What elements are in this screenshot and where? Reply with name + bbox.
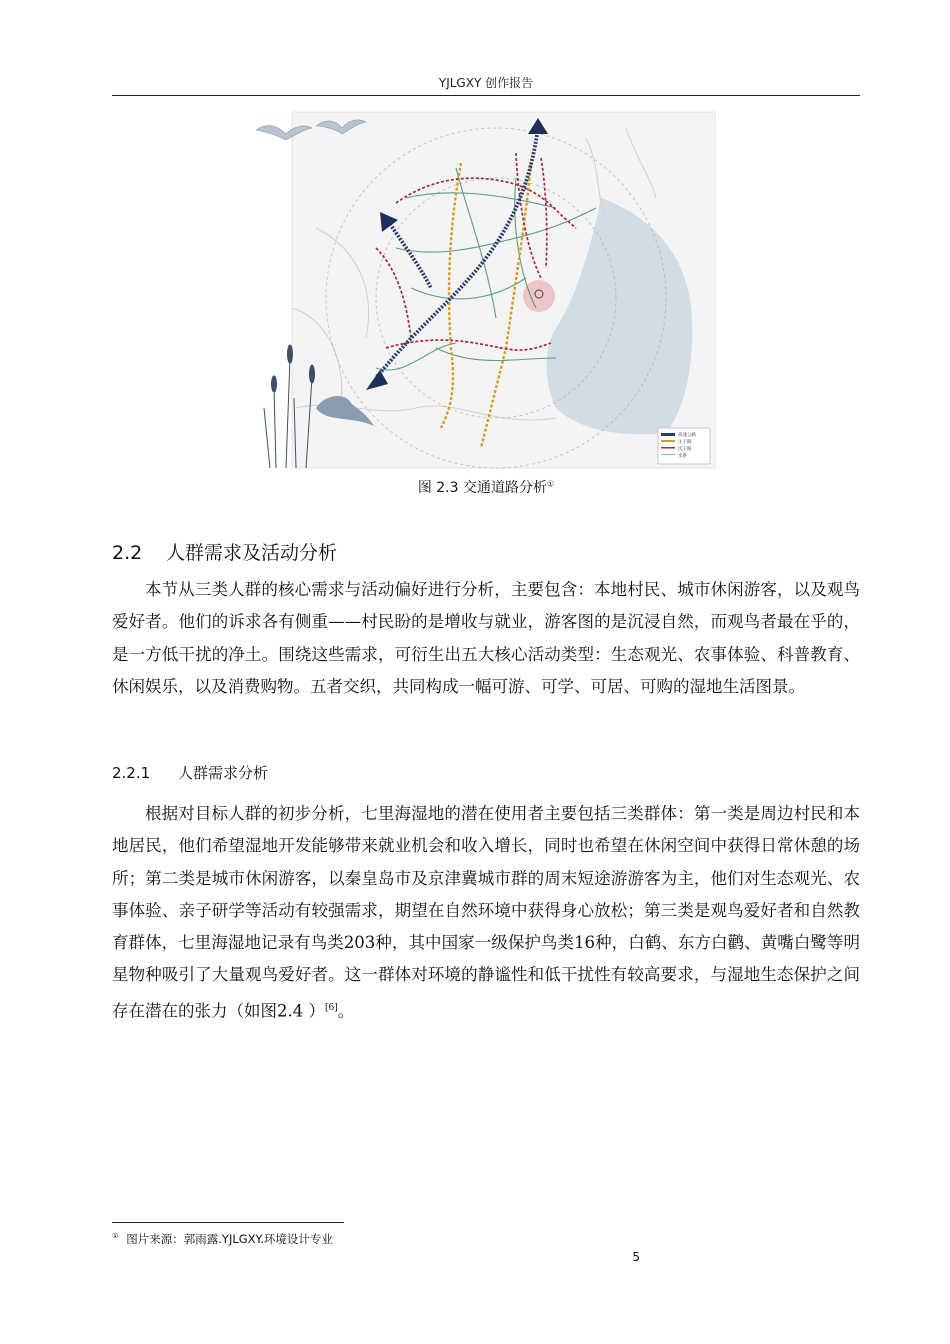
subsection-body-paragraph <box>112 798 860 1028</box>
subsection-number: 2.2.1 <box>112 764 151 782</box>
legend-secondary-road-label: 次干路 <box>678 447 692 452</box>
subsection-heading <box>112 762 268 783</box>
site-marker-glow <box>523 280 555 312</box>
footnote-text: 图片来源：郭雨露.YJLGXY.环境设计专业 <box>126 1232 333 1246</box>
page-number: 5 <box>632 1250 640 1264</box>
figure-caption-text: 图 2.3 交通道路分析 <box>417 480 547 496</box>
legend-highway-label: 高速公路 <box>678 433 696 438</box>
figure-caption <box>112 477 860 497</box>
footnote-mark: ① <box>112 1232 119 1241</box>
section-heading <box>112 538 337 565</box>
header-rule <box>112 95 860 96</box>
legend-water-label: 水系 <box>678 454 687 459</box>
citation-mark: [6] <box>325 1002 338 1013</box>
section-title: 人群需求及活动分析 <box>166 542 338 564</box>
legend-main-road-label: 主干路 <box>678 440 692 445</box>
figure-caption-mark: ① <box>547 479 555 489</box>
subsection-body-end: 。 <box>337 1001 355 1021</box>
section-intro-paragraph: 本节从三类人群的核心需求与活动偏好进行分析，主要包含：本地村民、城市休闲游客，以及观鸟爱好者。他们的诉求各有侧重——村民盼的是增收与就业，游客图的是沉浸自然，而观鸟者最在乎的，是一方低干扰的净土。围绕这些需求，可衍生出五大核心活动类型：生态观光、农事体验、科普教育、休闲娱乐，以及消费购物。五者交织，共同构成一幅可游、可学、可居、可购的湿地生活图景。 <box>112 580 860 696</box>
subsection-body-text: 根据对目标人群的初步分析，七里海湿地的潜在使用者主要包括三类群体：第一类是周边村民和本地居民，他们希望湿地开发能够带来就业机会和收入增长，同时也希望在休闲空间中获得日常休憩的场所；第二类是城市休闲游客，以秦皇岛市及京津冀城市群的周末短途游游客为主，他们对生态观光、农事体验、亲子研学等活动有较强需求，期望在自然环境中获得身心放松；第三类是观鸟爱好者和自然教育群体，七里海湿地记录有鸟类203种，其中国家一级保护鸟类16种，白鹤、东方白鹳、黄嘴白鹭等明星物种吸引了大量观鸟爱好者。这一群体对环境的静谧性和低干扰性有较高要求，与湿地生态保护之间存在潜在的张力（如图2.4 ） <box>112 804 860 1021</box>
footnote-rule <box>112 1222 344 1223</box>
section-number: 2.2 <box>112 542 143 564</box>
traffic-analysis-map <box>256 108 716 470</box>
subsection-title: 人群需求分析 <box>178 764 269 782</box>
footnote <box>112 1231 333 1247</box>
page-header: YJLGXY 创作报告 <box>438 76 534 90</box>
